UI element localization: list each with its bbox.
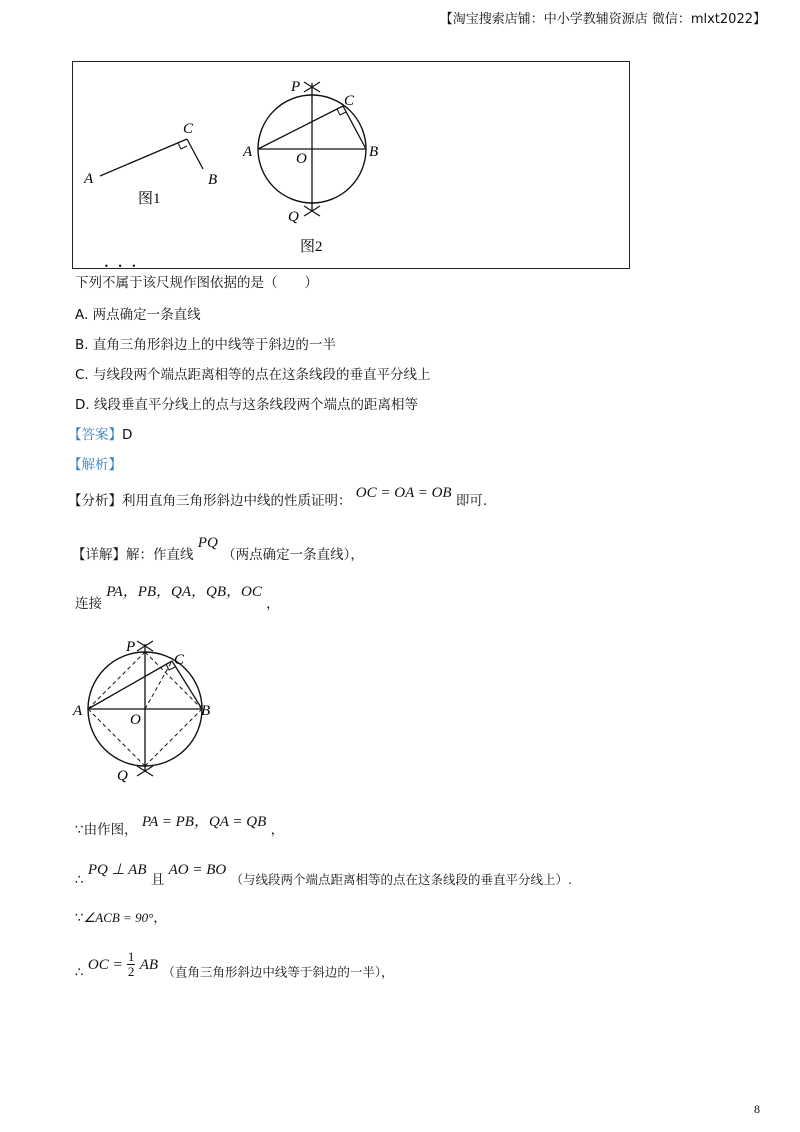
fig3-label-o: O bbox=[130, 712, 141, 728]
option-b bbox=[75, 333, 336, 353]
fenxi-tag: 【分析】 bbox=[68, 493, 122, 509]
fig1-side-ac bbox=[100, 139, 187, 176]
figure-3 bbox=[70, 632, 230, 787]
step-2-formula: PQ ⊥ AB bbox=[87, 862, 147, 878]
fig1-right-angle-mark bbox=[178, 143, 187, 149]
fig2-label-q: Q bbox=[288, 209, 299, 225]
page-header: 【淘宝搜索店铺：中小学教辅资源店 微信：mlxt2022】 bbox=[439, 12, 766, 27]
fig3-chord-ac bbox=[88, 661, 172, 709]
option-label: A. bbox=[75, 307, 89, 323]
fig3-label-b: B bbox=[201, 703, 211, 719]
fig2-chord-ac bbox=[258, 106, 343, 149]
fig2-label-o: O bbox=[296, 151, 307, 167]
step-3: ∵∠ACB = 90°， bbox=[75, 910, 167, 926]
step-4-formula-left: OC = bbox=[87, 956, 123, 973]
option-d bbox=[75, 393, 418, 413]
option-label: D. bbox=[75, 397, 90, 413]
analysis-tag: 【解析】 bbox=[68, 457, 122, 473]
fenxi-text: 利用直角三角形斜边中线的性质证明： bbox=[122, 493, 352, 509]
fenxi-formula: OC = OA = OB bbox=[355, 485, 452, 501]
fig2-label-p: P bbox=[291, 79, 301, 95]
lianjie-line bbox=[75, 584, 280, 613]
fig2-label-c: C bbox=[344, 93, 355, 109]
fig2-label-a: A bbox=[243, 144, 253, 160]
option-a bbox=[75, 303, 201, 323]
fenxi-line bbox=[68, 485, 488, 510]
fig1-caption: 图1 bbox=[138, 191, 161, 207]
answer-line bbox=[68, 423, 132, 443]
emphasis-dots: ••• bbox=[104, 262, 146, 271]
fig1-label-c: C bbox=[183, 121, 194, 137]
fig3-segment-pa bbox=[88, 652, 145, 709]
fig2-chord-cb bbox=[343, 106, 366, 149]
fig3-label-q: Q bbox=[117, 768, 128, 784]
fig3-label-c: C bbox=[174, 652, 185, 668]
fig3-label-a: A bbox=[73, 703, 83, 719]
option-text: 两点确定一条直线 bbox=[92, 307, 201, 323]
page-number: 8 bbox=[754, 1102, 760, 1116]
question-text: 下列不属于该尺规作图依据的是（ ） bbox=[75, 275, 318, 291]
answer-value: D bbox=[122, 427, 133, 443]
step-4-fraction: $\frac{1}{2}$ bbox=[127, 949, 135, 979]
step-4-formula-right: AB bbox=[139, 956, 159, 973]
answer-tag: 【答案】 bbox=[68, 427, 122, 443]
fig1-side-cb bbox=[187, 139, 203, 169]
xiangjie-line bbox=[72, 535, 364, 564]
step-2-formula-2: AO = BO bbox=[168, 862, 227, 878]
xiangjie-formula: PQ bbox=[197, 535, 218, 551]
option-label: B. bbox=[75, 337, 89, 353]
fig3-label-p: P bbox=[126, 639, 136, 655]
step-4: ∴ OC = $\frac{1}{2}$ AB （直角三角形斜边中线等于斜边的一半）， bbox=[75, 949, 394, 981]
option-text: 直角三角形斜边上的中线等于斜边的一半 bbox=[92, 337, 336, 353]
option-text: 线段垂直平分线上的点与这条线段两个端点的距离相等 bbox=[93, 397, 418, 413]
fig2-caption: 图2 bbox=[300, 239, 323, 255]
lianjie-tail: ， bbox=[266, 596, 280, 612]
fig1-label-a: A bbox=[84, 171, 94, 187]
fig2-label-b: B bbox=[369, 144, 379, 160]
step-3-formula: ∠ACB = 90° bbox=[83, 910, 154, 925]
fig3-segment-qb bbox=[145, 709, 202, 766]
xiangjie-tail: （两点确定一条直线）， bbox=[222, 547, 364, 563]
fenxi-tail: 即可. bbox=[455, 493, 488, 509]
step-1-formula: PA = PB，QA = QB bbox=[141, 814, 267, 830]
option-label: C. bbox=[75, 367, 89, 383]
option-c bbox=[75, 363, 431, 383]
figures-1-2 bbox=[72, 61, 632, 273]
xiangjie-tag: 【详解】 bbox=[72, 547, 126, 563]
lianjie-text: 连接 bbox=[75, 596, 102, 612]
lianjie-formula: PA，PB，QA，QB，OC bbox=[106, 584, 262, 600]
xiangjie-text: 解：作直线 bbox=[126, 547, 194, 563]
step-1: ∵由作图， PA = PB，QA = QB ， bbox=[75, 814, 285, 838]
step-2: ∴ PQ ⊥ AB 且 AO = BO （与线段两个端点距离相等的点在这条线段的垂直平分线上）. bbox=[75, 862, 573, 888]
fig1-label-b: B bbox=[208, 172, 218, 188]
fig3-chord-cb bbox=[172, 661, 202, 709]
option-text: 与线段两个端点距离相等的点在这条线段的垂直平分线上 bbox=[93, 367, 431, 383]
